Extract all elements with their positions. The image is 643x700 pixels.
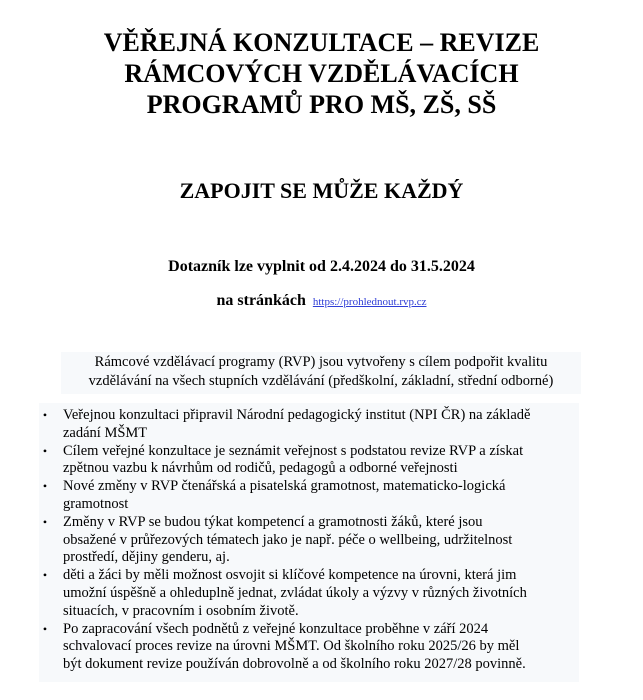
website-label: na stránkách xyxy=(216,292,306,309)
website-link[interactable]: https://prohlednout.rvp.cz xyxy=(312,296,427,308)
bullet-icon: • xyxy=(42,514,48,529)
list-item-line: obsažené v průřezových tématech jako je např. péče o wellbeing, udržitelnost xyxy=(63,531,513,548)
list-item xyxy=(39,407,579,443)
list-item-line: zadání MŠMT xyxy=(63,424,148,441)
intro-line: Rámcové vzdělávací programy (RVP) jsou vytvořeny s cílem podpořit kvalitu xyxy=(94,354,548,370)
list-item-line: umožní úspěšně a ohleduplně jednat, zvládat úkoly a výzvy v různých životních xyxy=(63,584,527,601)
website-line xyxy=(0,291,643,312)
list-item-line: schvalovací proces revize na úrovni MŠMT. Od školního roku 2025/26 by měl xyxy=(63,638,520,655)
document-title xyxy=(0,27,643,120)
list-item-line: Cílem veřejné konzultace je seznámit veřejnost s podstatou revize RVP a získat xyxy=(63,442,524,459)
questionnaire-dates: Dotazník lze vyplnit od 2.4.2024 do 31.5.2024 xyxy=(168,258,475,275)
list-item xyxy=(39,567,579,620)
list-item-line: zpětnou vazbu k návrhům od rodičů, pedagogů a odborné veřejnosti xyxy=(63,460,458,477)
key-points-list xyxy=(39,403,579,674)
title-line: VĚŘEJNÁ KONZULTACE – REVIZE xyxy=(103,28,540,57)
list-item-line: Veřejnou konzultaci připravil Národní pedagogický institut (NPI ČR) na základě xyxy=(63,407,531,423)
key-points-box xyxy=(39,403,579,682)
list-item xyxy=(39,478,579,514)
bullet-icon: • xyxy=(42,568,48,583)
list-item-line: situacích, v pracovním i osobním životě. xyxy=(63,602,299,619)
list-item-line: Nové změny v RVP čtenářská a pisatelská gramotnost, matematicko-logická xyxy=(63,478,506,495)
list-item-line: děti a žáci by měli možnost osvojit si klíčové kompetence na úrovni, která jim xyxy=(63,567,517,584)
title-line: PROGRAMŮ PRO MŠ, ZŠ, SŠ xyxy=(146,90,497,119)
title-line: RÁMCOVÝCH VZDĚLÁVACÍCH xyxy=(124,59,519,88)
list-item-line: prostředí, dějiny genderu, aj. xyxy=(63,549,230,566)
bullet-icon: • xyxy=(42,479,48,494)
list-item-line: gramotnost xyxy=(63,495,129,512)
list-item-line: být dokument revize používán dobrovolně a od školního roku 2027/28 povinně. xyxy=(63,656,526,673)
list-item-line: Změny v RVP se budou týkat kompetencí a gramotnosti žáků, které jsou xyxy=(63,513,483,530)
bullet-icon: • xyxy=(42,443,48,458)
list-item xyxy=(39,443,579,479)
intro-paragraph xyxy=(61,352,581,394)
list-item xyxy=(39,621,579,674)
intro-line: vzdělávání na všech stupních vzdělávání (předškolní, základní, střední odborné) xyxy=(88,373,554,389)
list-item-line: Po zapracování všech podnětů z veřejné konzultace proběhne v září 2024 xyxy=(63,620,489,637)
bullet-icon: • xyxy=(42,408,48,422)
subtitle: ZAPOJIT SE MŮŽE KAŽDÝ xyxy=(179,178,464,203)
bullet-icon: • xyxy=(42,621,48,636)
list-item xyxy=(39,514,579,567)
